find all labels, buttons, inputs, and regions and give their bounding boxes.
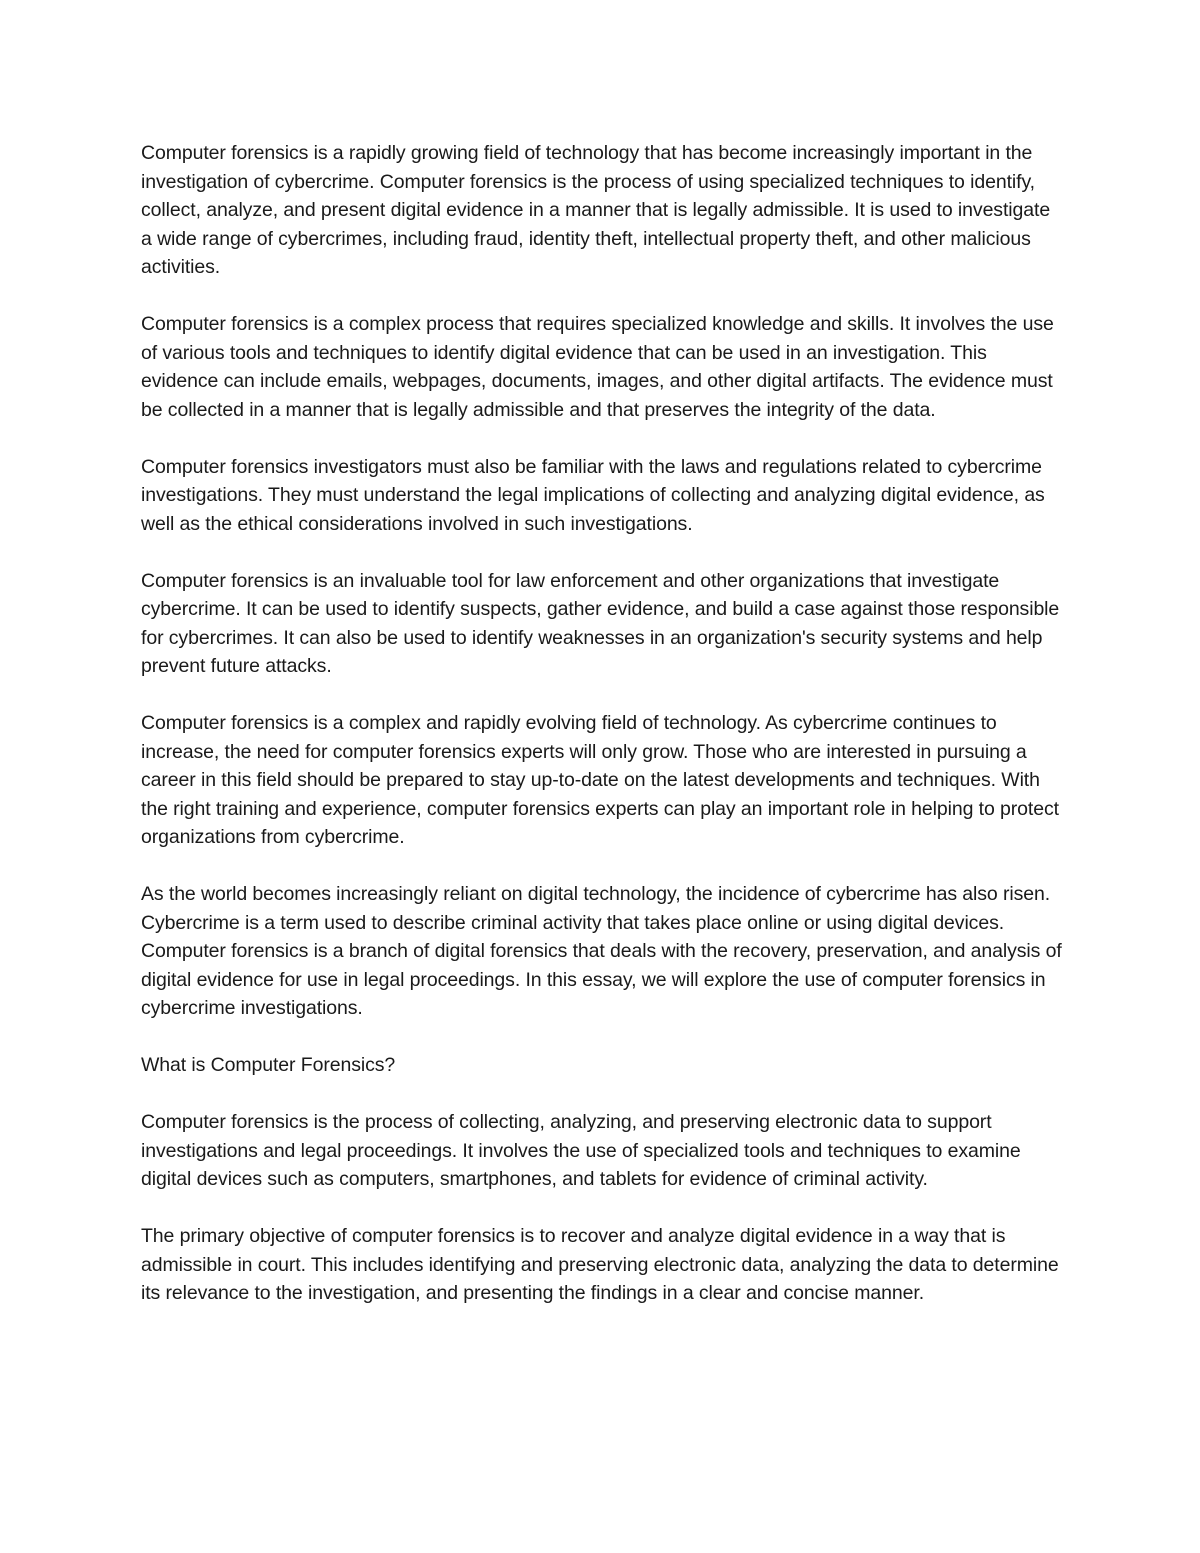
paragraph-laws-regulations: Computer forensics investigators must also be familiar with the laws and regulations related to cybercrime investigations. They must understand the legal implications of collecting and analyzing digital evidence, as well as the ethical considerations involved in such investigations. <box>141 455 1045 535</box>
paragraph-invaluable-tool: Computer forensics is an invaluable tool for law enforcement and other organizations that investigate cybercrime. It can be used to identify suspects, gather evidence, and build a case against those responsible for cybercrimes. It can also be used to identify weaknesses in an organization's security systems and help prevent future attacks. <box>141 569 1060 677</box>
section-heading: What is Computer Forensics? <box>141 1054 396 1076</box>
paragraph-intro: Computer forensics is a rapidly growing field of technology that has become increasingly important in the investigation of cybercrime. Computer forensics is the process of using specialized techniques to identify, collect, analyze, and present digital evidence in a manner that is legally admissible. It is used to investigate a wide range of cybercrimes, including fraud, identity theft, intellectual property theft, and other malicious activities. <box>141 142 1051 278</box>
paragraph-primary-objective: The primary objective of computer forensics is to recover and analyze digital evidence in a way that is admissible in court. This includes identifying and preserving electronic data, analyzing the data to determine its relevance to the investigation, and presenting the findings in a clear and concise manner. <box>141 1225 1059 1304</box>
paragraph-complex-process: Computer forensics is a complex process that requires specialized knowledge and skills. It involves the use of various tools and techniques to identify digital evidence that can be used in an investigation. This evidence can include emails, webpages, documents, images, and other digital artifacts. The evidence must be collected in a manner that is legally admissible and that preserves the integrity of the data. <box>141 313 1054 421</box>
document-body <box>141 139 1066 1308</box>
paragraph-definition: Computer forensics is the process of collecting, analyzing, and preserving electronic data to support investigations and legal proceedings. It involves the use of specialized tools and techniques to examine digital devices such as computers, smartphones, and tablets for evidence of criminal activity. <box>141 1111 1021 1190</box>
paragraph-world-reliant: As the world becomes increasingly reliant on digital technology, the incidence of cybercrime has also risen. Cybercrime is a term used to describe criminal activity that takes place online or using digital devices. Computer forensics is a branch of digital forensics that deals with the recovery, preservation, and analysis of digital evidence for use in legal proceedings. In this essay, we will explore the use of computer forensics in cybercrime investigations. <box>141 883 1062 1019</box>
paragraph-evolving-field: Computer forensics is a complex and rapidly evolving field of technology. As cybercrime continues to increase, the need for computer forensics experts will only grow. Those who are interested in pursuing a career in this field should be prepared to stay up-to-date on the latest developments and techniques. With the right training and experience, computer forensics experts can play an important role in helping to protect organizations from cybercrime. <box>141 712 1059 848</box>
